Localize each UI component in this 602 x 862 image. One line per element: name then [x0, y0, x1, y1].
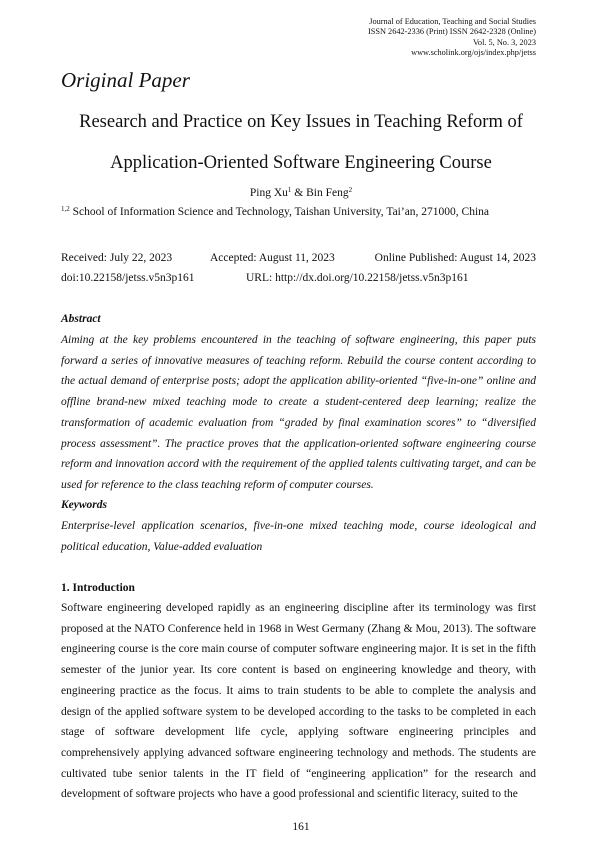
title-line-2: Application-Oriented Software Engineering Course	[110, 153, 492, 173]
authors	[0, 187, 602, 199]
abstract-text: Aiming at the key problems encountered in the teaching of software engineering, this paper puts forward a series of innovative measures of teaching reform. Rebuild the course content according to the actual demand of enterprise posts; adopt the application ability-oriented “five-in-one” online and offline brand-new mixed teaching mode to create a student-centered deep learning; realize the transformation of academic evaluation from “graded by final examination scores” to “diversified process assessment”. The practice proves that the application-oriented software engineering course reform and innovation accord with the requirement of the applied talents cultivating target, and can be used for reference to the class teaching reform of computer courses.	[61, 334, 536, 491]
author-1: Ping Xu	[249, 187, 288, 199]
affiliation	[61, 206, 489, 218]
author-1-affil-mark: 1	[287, 186, 292, 194]
published-date: Online Published: August 14, 2023	[374, 252, 536, 264]
keywords-heading: Keywords	[61, 499, 107, 511]
title-line-1: Research and Practice on Key Issues in Teaching Reform of	[79, 112, 523, 132]
doi: doi:10.22158/jetss.v5n3p161	[61, 272, 195, 284]
page-number: 161	[292, 821, 310, 833]
keywords-text: Enterprise-level application scenarios, five-in-one mixed teaching mode, course ideological and political education, Value-added evaluation	[61, 520, 536, 553]
affiliation-mark: 1,2	[61, 205, 70, 213]
journal-url: www.scholink.org/ojs/index.php/jetss	[411, 48, 536, 58]
journal-issn: ISSN 2642-2336 (Print) ISSN 2642-2328 (Online)	[367, 27, 536, 37]
abstract-heading: Abstract	[61, 313, 101, 325]
affiliation-text: School of Information Science and Technology, Taishan University, Tai’an, 271000, China	[72, 206, 490, 218]
journal-volume: Vol. 5, No. 3, 2023	[473, 37, 536, 47]
author-separator: &	[291, 187, 307, 199]
author-2: Bin Feng	[306, 187, 349, 199]
journal-name: Journal of Education, Teaching and Social Studies	[369, 17, 536, 26]
received-date: Received: July 22, 2023	[61, 252, 173, 264]
paper-type: Original Paper	[61, 68, 190, 92]
accepted-date: Accepted: August 11, 2023	[210, 252, 335, 264]
introduction-heading: 1. Introduction	[61, 582, 135, 594]
url-link[interactable]: URL: http://dx.doi.org/10.22158/jetss.v5n3p161	[246, 272, 469, 284]
journal-header	[368, 17, 536, 59]
introduction-text: Software engineering developed rapidly as an engineering discipline after its terminology was first proposed at the NATO Conference held in 1968 in West Germany (Zhang & Mou, 2013). The software engineering course is the core main course of computer software engineering major. It is set in the fifth semester of the junior year. Its core content is based on engineering knowledge and theory, with engineering practice as the focus. It aims to train students to be able to complete the analysis and design of the applied software system to be developed according to the tasks to be completed in each stage of software development life cycle, applying software engineering principles and comprehensively applying advanced software engineering technology and methods. The students are cultivated tube senior talents in the IT field of “engineering application” for the research and development of software projects who have a good professional and scientific literacy, suited to the	[61, 602, 536, 801]
author-2-affil-mark: 2	[348, 186, 353, 194]
